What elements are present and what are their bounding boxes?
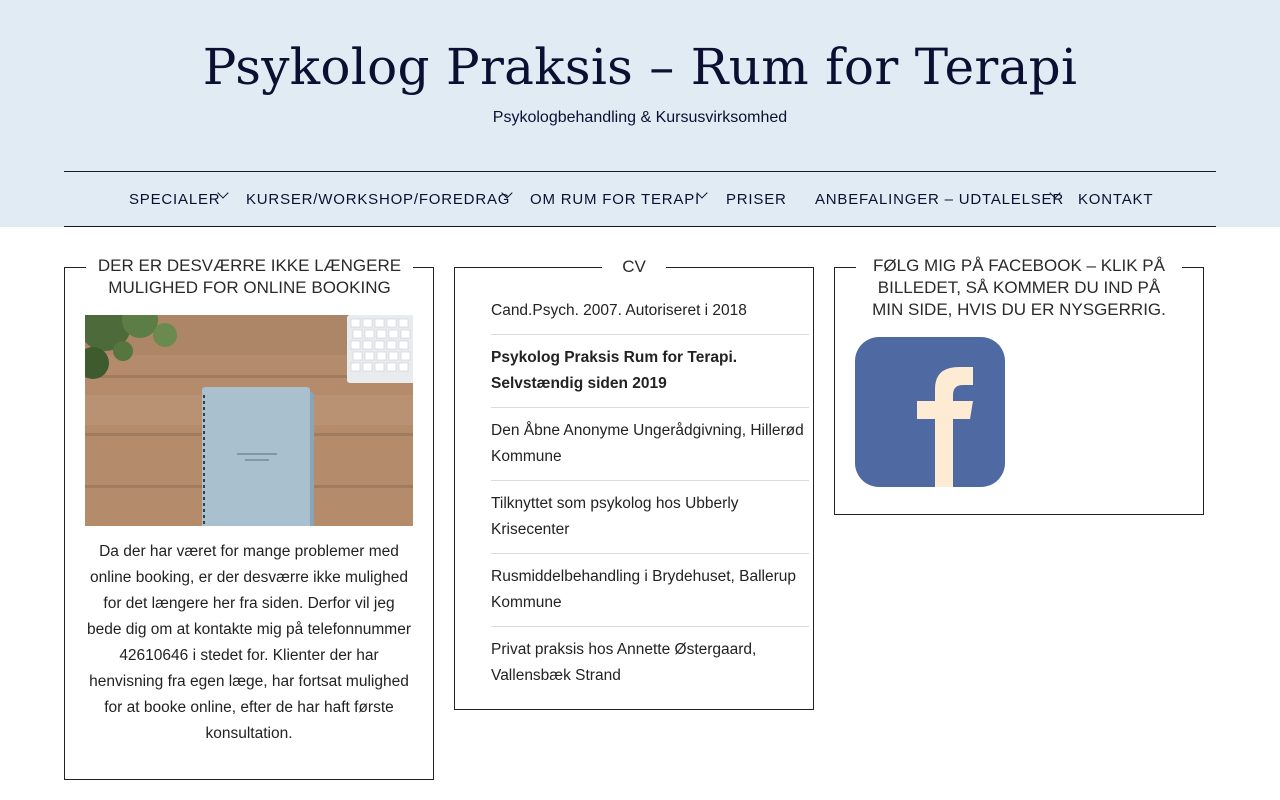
cv-item: Den Åbne Anonyme Ungerådgivning, Hillerød Kommune [491,422,804,465]
nav-item-priser[interactable]: PRISER [726,191,787,208]
cv-divider [491,407,809,408]
notebook-image [85,315,413,526]
facebook-title-line3: MIN SIDE, HVIS DU ER NYSGERRIG. [872,300,1166,319]
cv-item: Rusmiddelbehandling i Brydehuset, Ballerup Kommune [491,568,797,611]
facebook-icon[interactable] [855,337,1005,487]
cv-widget-title: CV [602,256,666,278]
nav-item-specialer[interactable]: SPECIALER [129,191,221,208]
cv-item: Cand.Psych. 2007. Autoriseret i 2018 [491,302,747,319]
cv-divider [491,334,809,335]
site-header [0,0,1280,227]
cv-divider [491,626,809,627]
site-tagline: Psykologbehandling & Kursusvirksomhed [492,109,788,126]
cv-divider [491,480,809,481]
nav-item-anbefalinger[interactable]: ANBEFALINGER – UDTALELSER [815,191,1064,208]
booking-title-line2: MULIGHED FOR ONLINE BOOKING [108,278,391,297]
cv-item: Psykolog Praksis Rum for Terapi. Selvstændig siden 2019 [491,349,738,392]
main-nav [64,171,1216,227]
cv-item: Tilknyttet som psykolog hos Ubberly Krisecenter [491,495,739,538]
site-title[interactable]: Psykolog Praksis – Rum for Terapi [202,38,1078,96]
booking-widget-title [86,255,413,299]
cv-item: Privat praksis hos Annette Østergaard, Vallensbæk Strand [491,641,757,684]
nav-item-kurser[interactable]: KURSER/WORKSHOP/FOREDRAG [246,191,511,208]
booking-text: Da der har været for mange problemer med online booking, er der desværre ikke mulighed for det længere her fra siden. Derfor vil jeg bede dig om at kontakte mig på telefonnummer 42610646 i stedet for. Klienter der har henvisning fra egen læge, har fortsat mulighed for at booke online, efter de har haft første konsultation. [87,543,411,742]
facebook-widget-title [856,255,1182,321]
facebook-title-line2: BILLEDET, SÅ KOMMER DU IND PÅ [877,278,1161,297]
cv-divider [491,553,809,554]
nav-item-kontakt[interactable]: KONTAKT [1078,191,1154,208]
booking-title-line1: DER ER DESVÆRRE IKKE LÆNGERE [97,256,402,275]
facebook-title-line1: FØLG MIG PÅ FACEBOOK – KLIK PÅ [873,256,1165,275]
nav-item-om-rum-for-terapi[interactable]: OM RUM FOR TERAPI [530,191,700,208]
